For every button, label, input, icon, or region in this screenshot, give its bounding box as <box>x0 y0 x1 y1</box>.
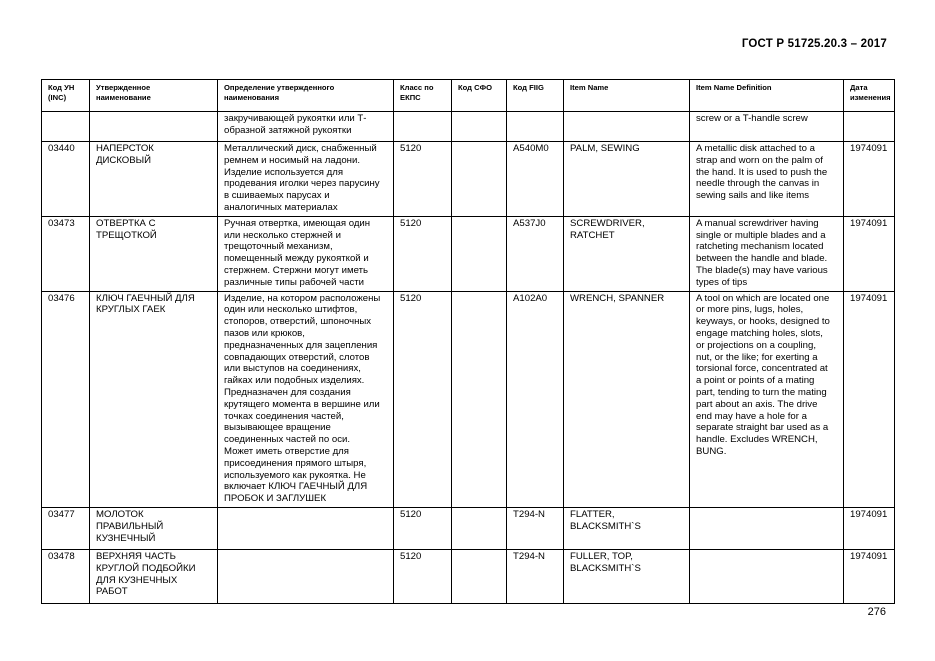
cell-definition: Изделие, на котором расположены один или несколько штифтов, стопоров, отверстий, шпоночных пазов или крюков, предназначенных для зацепления совпадающих отверстий, слотов или выступов на соединениях, гайках или подобных изделиях. Предназначен для создания крутящего момента в вершине или точках соединения частей, вызывающее вращение соединенных частей по оси. Может иметь отверстие для присоединения прямого штыря, используемого как рукоятка. Не включает КЛЮЧ ГАЕЧНЫЙ ДЛЯ ПРОБОК И ЗАГЛУШЕК <box>218 291 394 507</box>
cell-definition <box>218 507 394 549</box>
table-header-row <box>42 80 895 112</box>
cell-fiig-code <box>507 112 564 142</box>
cell-item-name-definition: A metallic disk attached to a strap and worn on the palm of the hand. It is used to push the needle through the canvas in sewing sails and like items <box>690 142 844 217</box>
cell-item-name: FLATTER, BLACKSMITH`S <box>564 507 690 549</box>
cell-sfo-code <box>452 291 507 507</box>
cell-fiig-code: A537J0 <box>507 216 564 291</box>
cell-item-name-definition <box>690 549 844 603</box>
cell-sfo-code <box>452 112 507 142</box>
cell-inc: 03478 <box>42 549 90 603</box>
table-row <box>42 291 895 507</box>
cell-definition <box>218 549 394 603</box>
cell-ekps-class: 5120 <box>394 507 452 549</box>
classification-table <box>41 79 895 604</box>
cell-inc: 03477 <box>42 507 90 549</box>
cell-approved-name: МОЛОТОК ПРАВИЛЬНЫЙ КУЗНЕЧНЫЙ <box>90 507 218 549</box>
cell-definition: закручивающей рукоятки или Т- образной затяжной рукоятки <box>218 112 394 142</box>
cell-item-name-definition: A tool on which are located one or more pins, lugs, holes, keyways, or hooks, designed to engage matching holes, slots, or projections on a coupling, nut, or the like; for exerting a torsional force, concentrated at a point or points of a mating part, tending to turn the mating part about an axis. The drive end may have a hole for a separate straight bar used as a handle. Excludes WRENCH, BUNG. <box>690 291 844 507</box>
cell-inc: 03473 <box>42 216 90 291</box>
cell-item-name: WRENCH, SPANNER <box>564 291 690 507</box>
cell-approved-name: КЛЮЧ ГАЕЧНЫЙ ДЛЯ КРУГЛЫХ ГАЕК <box>90 291 218 507</box>
column-header-approved-name: Утвержденное наименование <box>90 80 218 112</box>
cell-approved-name: НАПЕРСТОК ДИСКОВЫЙ <box>90 142 218 217</box>
cell-change-date: 1974091 <box>844 507 895 549</box>
column-header-sfo-code: Код СФО <box>452 80 507 112</box>
cell-item-name: SCREWDRIVER, RATCHET <box>564 216 690 291</box>
column-header-item-name-definition: Item Name Definition <box>690 80 844 112</box>
cell-item-name-definition <box>690 507 844 549</box>
table-row <box>42 507 895 549</box>
column-header-fiig-code: Код FIIG <box>507 80 564 112</box>
cell-ekps-class: 5120 <box>394 549 452 603</box>
cell-item-name: PALM, SEWING <box>564 142 690 217</box>
cell-fiig-code: T294-N <box>507 549 564 603</box>
table-row <box>42 142 895 217</box>
cell-item-name-definition: A manual screwdriver having single or multiple blades and a ratcheting mechanism located between the handle and blade. The blade(s) may have various types of tips <box>690 216 844 291</box>
cell-item-name-definition: screw or a T-handle screw <box>690 112 844 142</box>
table-row <box>42 112 895 142</box>
cell-definition: Металлический диск, снабженный ремнем и носимый на ладони. Изделие используется для продевания иголки через парусину в сшиваемых парусах и аналогичных материалах <box>218 142 394 217</box>
table-row <box>42 549 895 603</box>
cell-fiig-code: T294-N <box>507 507 564 549</box>
cell-change-date: 1974091 <box>844 142 895 217</box>
cell-change-date <box>844 112 895 142</box>
cell-approved-name: ВЕРХНЯЯ ЧАСТЬ КРУГЛОЙ ПОДБОЙКИ ДЛЯ КУЗНЕЧНЫХ РАБОТ <box>90 549 218 603</box>
cell-ekps-class: 5120 <box>394 291 452 507</box>
cell-change-date: 1974091 <box>844 291 895 507</box>
cell-fiig-code: A540M0 <box>507 142 564 217</box>
cell-fiig-code: A102A0 <box>507 291 564 507</box>
cell-sfo-code <box>452 549 507 603</box>
cell-sfo-code <box>452 216 507 291</box>
page-number: 276 <box>867 606 886 618</box>
column-header-ekps-class: Класс по ЕКПС <box>394 80 452 112</box>
column-header-item-name: Item Name <box>564 80 690 112</box>
table-row <box>42 216 895 291</box>
cell-approved-name <box>90 112 218 142</box>
cell-item-name: FULLER, TOP, BLACKSMITH`S <box>564 549 690 603</box>
cell-approved-name: ОТВЕРТКА С ТРЕЩОТКОЙ <box>90 216 218 291</box>
column-header-definition: Определение утвержденного наименования <box>218 80 394 112</box>
cell-inc: 03476 <box>42 291 90 507</box>
column-header-inc: Код УН (INC) <box>42 80 90 112</box>
cell-change-date: 1974091 <box>844 216 895 291</box>
cell-ekps-class <box>394 112 452 142</box>
cell-ekps-class: 5120 <box>394 216 452 291</box>
document-standard-header: ГОСТ Р 51725.20.3 – 2017 <box>741 38 887 50</box>
cell-change-date: 1974091 <box>844 549 895 603</box>
cell-item-name <box>564 112 690 142</box>
cell-definition: Ручная отвертка, имеющая один или несколько стержней и трещоточный механизм, помещенный между рукояткой и стержнем. Стержни могут иметь различные типы рабочей части <box>218 216 394 291</box>
cell-inc <box>42 112 90 142</box>
column-header-change-date: Дата изменения <box>844 80 895 112</box>
cell-inc: 03440 <box>42 142 90 217</box>
cell-sfo-code <box>452 142 507 217</box>
cell-ekps-class: 5120 <box>394 142 452 217</box>
cell-sfo-code <box>452 507 507 549</box>
